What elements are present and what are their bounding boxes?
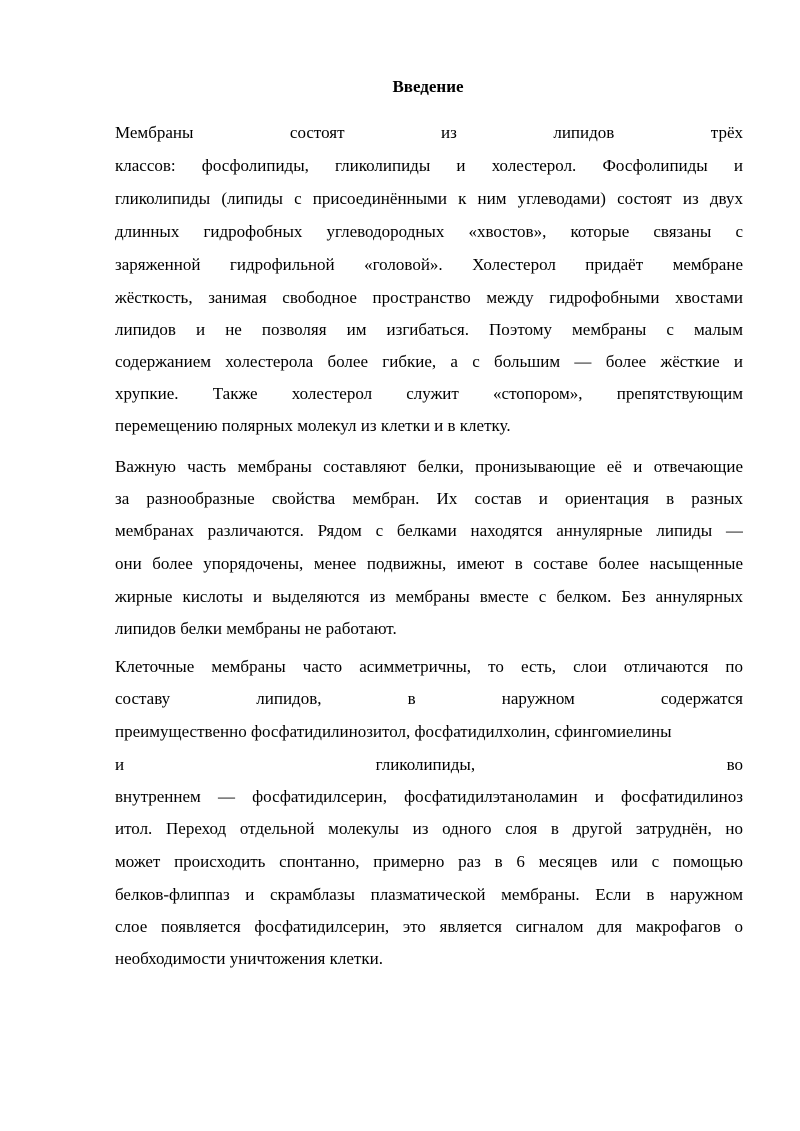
paragraph-1-line-3: гликолипиды (липиды с присоединёнными к ним углеводами) состоят из двух: [115, 189, 743, 208]
paragraph-2-line-2: за разнообразные свойства мембран. Их состав и ориентация в разных: [115, 489, 743, 508]
paragraph-2-line-5: жирные кислоты и выделяются из мембраны вместе с белком. Без аннулярных: [115, 587, 743, 606]
paragraph-3-line-5: внутреннем — фосфатидилсерин, фосфатидилэтаноламин и фосфатидилиноз: [115, 787, 743, 806]
paragraph-2-line-6: липидов белки мембраны не работают.: [115, 619, 397, 638]
paragraph-3-line-8: белков-флиппаз и скрамблазы плазматической мембраны. Если в наружном: [115, 885, 743, 904]
paragraph-1-line-8: содержанием холестерола более гибкие, а с большим — более жёсткие и: [115, 352, 743, 371]
paragraph-3-line-7: может происходить спонтанно, примерно раз в 6 месяцев или с помощью: [115, 852, 743, 871]
paragraph-1-line-5: заряженной гидрофильной «головой». Холестерол придаёт мембране: [115, 255, 743, 274]
paragraph-1-line-10: перемещению полярных молекул из клетки и в клетку.: [115, 416, 511, 435]
paragraph-1-line-4: длинных гидрофобных углеводородных «хвостов», которые связаны с: [115, 222, 743, 241]
paragraph-1-line-6: жёсткость, занимая свободное пространство между гидрофобными хвостами: [115, 288, 743, 307]
paragraph-2-line-4: они более упорядочены, менее подвижны, имеют в составе более насыщенные: [115, 554, 743, 573]
paragraph-2-line-1: Важную часть мембраны составляют белки, пронизывающие её и отвечающие: [115, 457, 743, 476]
paragraph-3-line-4: и гликолипиды, во: [115, 755, 743, 774]
paragraph-1-line-1: Мембраны состоят из липидов трёх: [115, 123, 743, 142]
paragraph-3-line-3: преимущественно фосфатидилинозитол, фосфатидилхолин, сфингомиелины: [115, 722, 672, 741]
paragraph-3-line-9: слое появляется фосфатидилсерин, это является сигналом для макрофагов о: [115, 917, 743, 936]
paragraph-3-line-6: итол. Переход отдельной молекулы из одного слоя в другой затруднён, но: [115, 819, 743, 838]
paragraph-3-line-1: Клеточные мембраны часто асимметричны, то есть, слои отличаются по: [115, 657, 743, 676]
paragraph-1-line-7: липидов и не позволяя им изгибаться. Поэтому мембраны с малым: [115, 320, 743, 339]
paragraph-1-line-2: классов: фосфолипиды, гликолипиды и холестерол. Фосфолипиды и: [115, 156, 743, 175]
paragraph-3-line-10: необходимости уничтожения клетки.: [115, 949, 383, 968]
page-title: Введение: [392, 77, 464, 96]
paragraph-1-line-9: хрупкие. Также холестерол служит «стопором», препятствующим: [115, 384, 743, 403]
paragraph-3-line-2: составу липидов, в наружном содержатся: [115, 689, 743, 708]
paragraph-2-line-3: мембранах различаются. Рядом с белками находятся аннулярные липиды —: [115, 521, 743, 540]
